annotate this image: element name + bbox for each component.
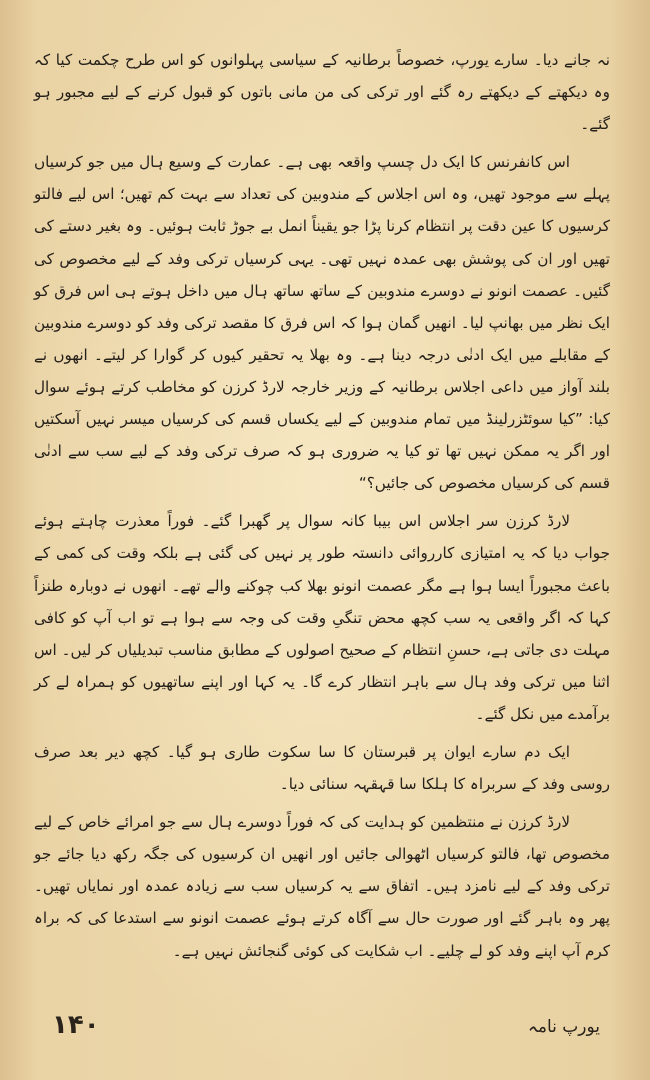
paragraph-4: ایک دم سارے ایوان پر قبرستان کا سا سکوت طاری ہو گیا۔ کچھ دیر بعد صرف روسی وفد کے سربراہ کا ہلکا سا قہقہہ سنائی دیا۔ [34, 742, 610, 794]
page-footer [40, 1010, 610, 1050]
paragraph-5: لارڈ کرزن نے منتظمین کو ہدایت کی کہ فوراً دوسرے ہال سے جو امرائے خاص کے لیے مخصوص تھا، فالتو کرسیاں اٹھوالی جائیں اور انھیں ان کرسیوں کی جگہ رکھ دیا جائے جو ترکی وفد کے لیے نامزد ہیں۔ اتفاق سے یہ کرسیاں سب سے زیادہ عمدہ اور نمایاں تھیں۔ پھر وہ باہر گئے اور صورت حال سے آگاہ کرتے ہوئے عصمت انونو سے استدعا کی کہ براہ کرم آپ اپنے وفد کو لے چلیے۔ اب شکایت کی کوئی گنجائش نہیں ہے۔ [34, 813, 610, 960]
page-number: ۱۴۰ [52, 1010, 100, 1040]
running-title: یورپ نامہ [527, 1017, 600, 1037]
paragraph-1: نہ جانے دیا۔ سارے یورپ، خصوصاً برطانیہ کے سیاسی پہلوانوں کو اس طرح چکمت کیا کہ وہ دیکھتے کے دیکھتے رہ گئے اور ترکی کی من مانی باتوں کو قبول کرنے کے لیے مجبور ہو گئے۔ [34, 51, 610, 134]
body-text [34, 44, 610, 984]
paragraph-3: لارڈ کرزن سر اجلاس اس بیبا کانہ سوال پر گھبرا گئے۔ فوراً معذرت چاہتے ہوئے جواب دیا کہ یہ امتیازی کارروائی دانستہ طور پر نہیں کی گئی ہے بلکہ وقت کی کمی کے باعث مجبوراً ایسا ہوا ہے مگر عصمت انونو بھلا کب چوکنے والے تھے۔ انھوں نے دوبارہ طنزاً کہا کہ اگر واقعی یہ سب کچھ محض تنگیِ وقت کی وجہ سے ہوا ہے تو اب آپ کو کافی مہلت دی جاتی ہے، حسنِ انتظام کے صحیح اصولوں کے مطابق مناسب تبدیلیاں کر لیں۔ اس اثنا میں ترکی وفد ہال سے باہر انتظار کرے گا۔ یہ کہا اور اپنے ساتھیوں کو ہمراہ لے کر برآمدے میں نکل گئے۔ [34, 512, 610, 723]
paragraph-2: اس کانفرنس کا ایک دل چسپ واقعہ بھی ہے۔ عمارت کے وسیع ہال میں جو کرسیاں پہلے سے موجود تھیں، وہ اس اجلاس کے مندوبین کی تعداد سے بہت کم تھیں؛ اس لیے فالتو کرسیوں کا عین دقت پر انتظام کرنا پڑا جو یقیناً انمل بے جوڑ ثابت ہوئیں۔ وہ بغیر دستے کی تھیں اور ان کی پوشش بھی عمدہ نہیں تھی۔ یہی کرسیاں ترکی وفد کے لیے مخصوص کی گئیں۔ عصمت انونو نے دوسرے مندوبین کے ساتھ ساتھ ہال میں داخل ہوتے ہی اس فرق کو ایک نظر میں بھانپ لیا۔ انھیں گمان ہوا کہ اس فرق کا مقصد ترکی وفد کو دوسرے مندوبین کے مقابلے میں ایک ادنٰی درجہ دینا ہے۔ وہ بھلا یہ تحقیر کیوں کر گوارا کر لیتے۔ انھوں نے بلند آواز میں داعی اجلاس برطانیہ کے وزیر خارجہ لارڈ کرزن کو مخاطب کرتے ہوئے سوال کیا: ”کیا سوئٹزرلینڈ میں تمام مندوبین کے لیے یکساں قسم کی کرسیاں میسر نہیں آسکتیں اور اگر یہ ممکن نہیں تھا تو کیا یہ ضروری ہو کہ صرف ترکی وفد کے لیے سب سے ادنٰی قسم کی کرسیاں مخصوص کی جائیں؟“ [34, 153, 610, 493]
